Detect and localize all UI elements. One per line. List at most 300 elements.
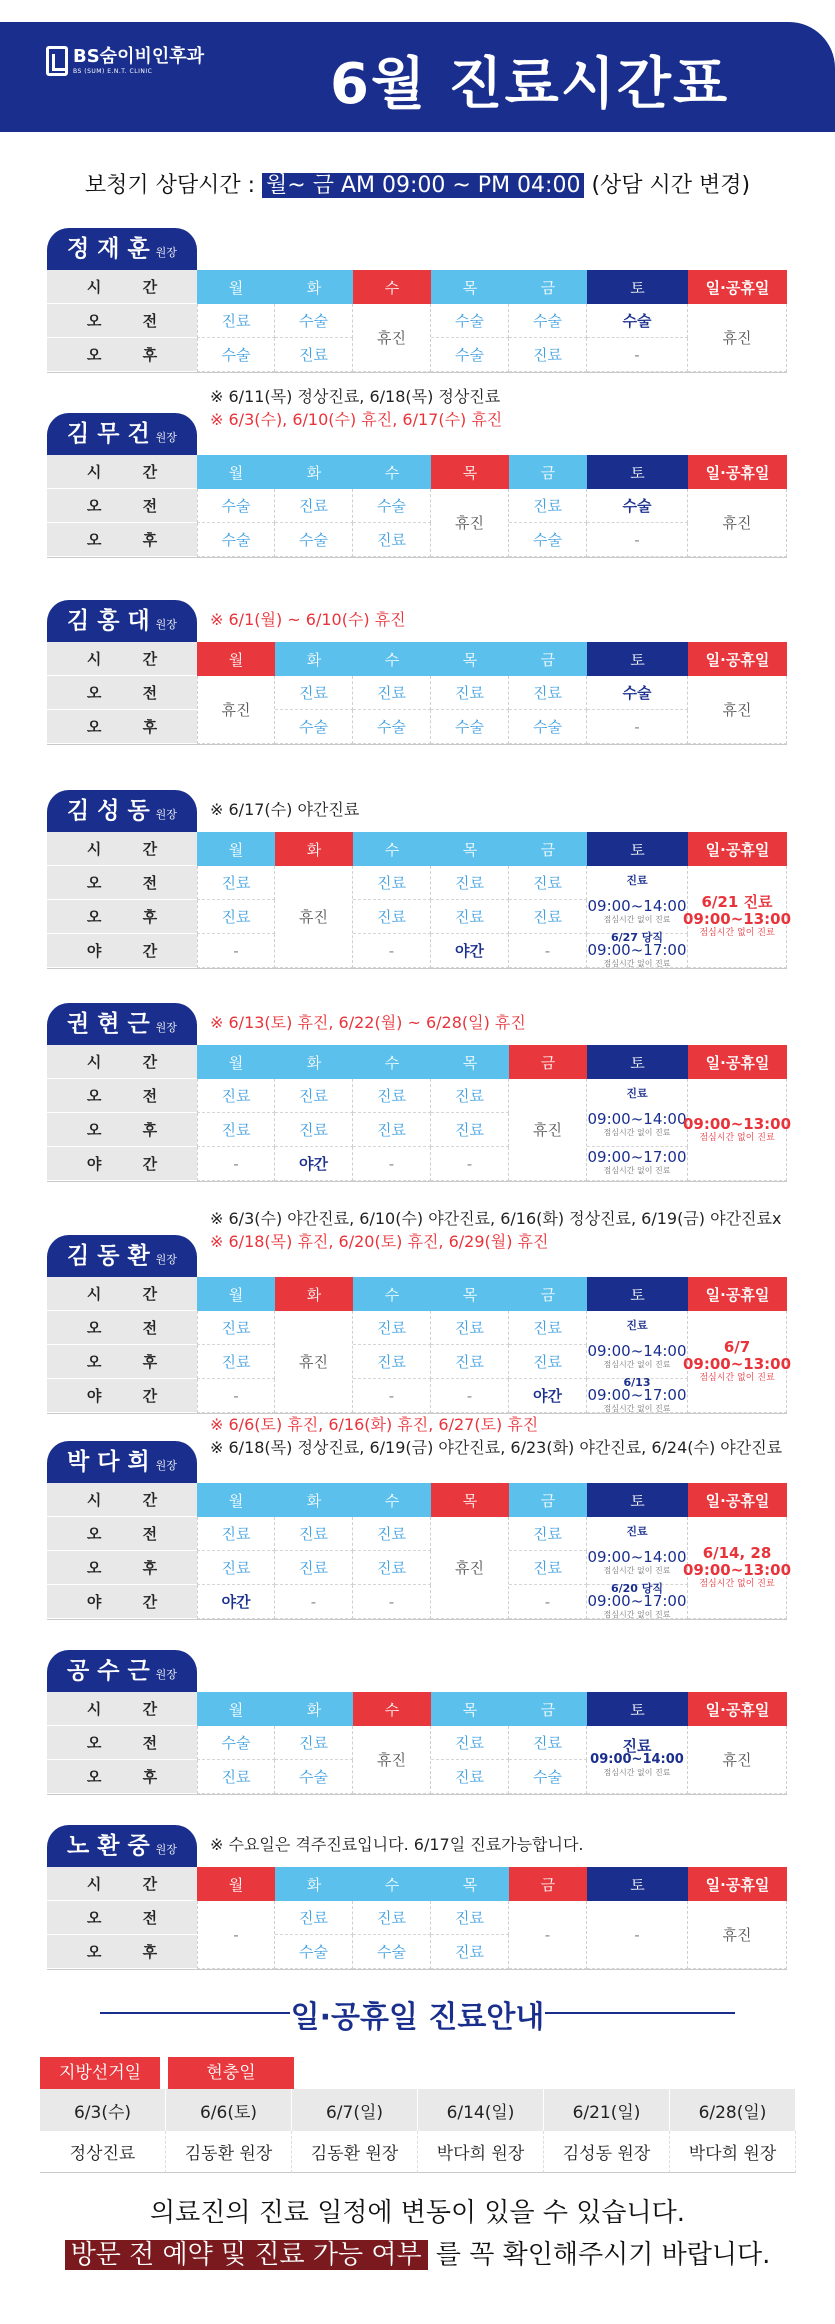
day-header: 목 xyxy=(431,270,509,304)
sat-time: 09:00~17:00 xyxy=(587,1386,687,1404)
day-header: 목 xyxy=(431,1867,509,1901)
schedule-cell: 야간 xyxy=(509,1379,587,1413)
sat-label: 진료 xyxy=(626,873,648,887)
schedule-cell: 수술 xyxy=(587,489,688,523)
merged-cell: - xyxy=(509,1901,587,1969)
schedule-cell: - xyxy=(353,1147,431,1181)
schedule-cell: 수술 xyxy=(431,338,509,372)
clinic-logo xyxy=(46,42,204,76)
sat-note: 점심시간 없이 진료 xyxy=(603,1127,671,1137)
holiday-table xyxy=(40,2089,796,2173)
sat-time: 09:00~14:00 xyxy=(587,1341,687,1360)
schedule-cell: 진료 xyxy=(197,1345,275,1379)
title-suffix: 원장 xyxy=(155,808,177,821)
schedule-cell: 수술 xyxy=(431,710,509,744)
day-header: 토 xyxy=(587,1692,688,1726)
schedule-cell: 진료 xyxy=(353,1551,431,1585)
sat-note: 점심시간 없이 진료 xyxy=(603,1359,671,1369)
row-label-pm: 오 후 xyxy=(47,1345,197,1379)
sat-label: 6/13 xyxy=(623,1376,651,1389)
row-label-pm: 오 후 xyxy=(47,710,197,744)
day-header: 월 xyxy=(197,832,275,866)
saturday-am xyxy=(587,1311,688,1379)
row-label-am: 오 전 xyxy=(47,1726,197,1760)
holiday-date: 6/3(수) xyxy=(40,2089,166,2131)
schedule-cell: 진료 xyxy=(353,866,431,900)
merged-cell: 휴진 xyxy=(275,866,353,968)
footer-tail: 를 꼭 확인해주시기 바랍니다. xyxy=(427,2240,771,2270)
day-header: 목 xyxy=(431,642,509,676)
schedule-cell: 진료 xyxy=(431,1726,509,1760)
sat-label: 6/27 당직 xyxy=(610,931,664,944)
schedule-cell: 수술 xyxy=(275,304,353,338)
sat-time: 09:00~17:00 xyxy=(587,1147,687,1166)
badge-memorial: 현충일 xyxy=(168,2057,294,2089)
saturday-am xyxy=(587,866,688,934)
sun-note: 점심시간 없이 진료 xyxy=(699,928,775,938)
day-header: 금 xyxy=(509,1483,587,1517)
row-label-pm: 오 후 xyxy=(47,1113,197,1147)
schedule-cell: 진료 xyxy=(275,338,353,372)
day-header: 일·공휴일 xyxy=(688,1483,787,1517)
schedule-cell: 진료 xyxy=(431,900,509,934)
day-header: 수 xyxy=(353,1483,431,1517)
day-header: 금 xyxy=(509,1692,587,1726)
doctor-name-tab xyxy=(47,790,197,832)
schedule-cell: 진료 xyxy=(197,304,275,338)
day-header: 일·공휴일 xyxy=(688,1045,787,1079)
day-header: 일·공휴일 xyxy=(688,455,787,489)
merged-cell: 휴진 xyxy=(197,676,275,744)
schedule-cell: 야간 xyxy=(197,1585,275,1619)
schedule-cell: 진료 xyxy=(275,489,353,523)
sun-label: 6/14, 28 xyxy=(702,1544,772,1562)
schedule-cell: 수술 xyxy=(509,523,587,557)
row-label-time: 시 간 xyxy=(47,1277,197,1311)
day-header: 일·공휴일 xyxy=(688,832,787,866)
schedule-cell: 수술 xyxy=(353,489,431,523)
row-label-pm: 오 후 xyxy=(47,1935,197,1969)
schedule-table xyxy=(47,1692,787,1795)
row-label-am: 오 전 xyxy=(47,1517,197,1551)
schedule-cell: - xyxy=(353,1585,431,1619)
merged-cell: 휴진 xyxy=(431,489,509,557)
day-header: 금 xyxy=(509,455,587,489)
sunday-cell xyxy=(682,1079,792,1181)
day-header: 월 xyxy=(197,455,275,489)
row-label-am: 오 전 xyxy=(47,1079,197,1113)
sun-time: 09:00~13:00 xyxy=(682,1114,792,1133)
schedule-cell: 진료 xyxy=(353,676,431,710)
sat-time: 09:00~17:00 xyxy=(587,1592,687,1610)
schedule-cell: 진료 xyxy=(431,1345,509,1379)
day-header: 목 xyxy=(431,1045,509,1079)
schedule-note: ※ 수요일은 격주진료입니다. 6/17일 진료가능합니다. xyxy=(210,1835,584,1854)
schedule-note: ※ 6/17(수) 야간진료 xyxy=(210,800,360,819)
saturday-late xyxy=(587,1147,688,1181)
doctor-name-tab xyxy=(47,1825,197,1867)
day-header: 화 xyxy=(275,270,353,304)
row-label-am: 오 전 xyxy=(47,489,197,523)
merged-cell: 휴진 xyxy=(688,489,787,557)
title-suffix: 원장 xyxy=(155,431,177,444)
merged-cell: - xyxy=(587,1901,688,1969)
schedule-cell: 수술 xyxy=(353,710,431,744)
sat-label: 진료 xyxy=(622,1737,652,1755)
merged-cell: 휴진 xyxy=(353,304,431,372)
sun-note: 점심시간 없이 진료 xyxy=(699,1373,775,1383)
schedule-cell: 진료 xyxy=(509,676,587,710)
sat-label: 진료 xyxy=(626,1318,648,1332)
row-label-time: 시 간 xyxy=(47,455,197,489)
doctor-name-tab xyxy=(47,600,197,642)
row-label-pm: 오 후 xyxy=(47,338,197,372)
saturday-late xyxy=(587,1582,688,1619)
schedule-table xyxy=(47,832,792,969)
schedule-table xyxy=(47,642,787,745)
hours-prefix: 보청기 상담시간 : xyxy=(84,173,263,198)
sat-time: 09:00~14:00 xyxy=(587,1109,687,1128)
schedule-cell: 수술 xyxy=(509,304,587,338)
schedule-table xyxy=(47,455,787,558)
schedule-cell: 진료 xyxy=(353,900,431,934)
day-header: 월 xyxy=(197,642,275,676)
schedule-cell: - xyxy=(197,1379,275,1413)
row-label-time: 시 간 xyxy=(47,1483,197,1517)
row-label-time: 시 간 xyxy=(47,1045,197,1079)
row-label-time: 시 간 xyxy=(47,1867,197,1901)
day-header: 금 xyxy=(509,1867,587,1901)
sun-time: 09:00~13:00 xyxy=(682,1561,792,1579)
schedule-cell: 수술 xyxy=(509,710,587,744)
day-header: 수 xyxy=(353,1277,431,1311)
holiday-date: 6/6(토) xyxy=(166,2089,292,2131)
merged-cell: 휴진 xyxy=(688,1901,787,1969)
saturday-am xyxy=(587,1517,688,1585)
schedule-cell: 수술 xyxy=(587,676,688,710)
sat-note: 점심시간 없이 진료 xyxy=(603,959,671,968)
schedule-cell: - xyxy=(275,1585,353,1619)
day-header: 수 xyxy=(353,1692,431,1726)
holiday-doctor: 박다희 원장 xyxy=(418,2131,544,2173)
schedule-cell: 진료 xyxy=(431,1935,509,1969)
schedule-cell: 진료 xyxy=(275,1726,353,1760)
row-label-night: 야 간 xyxy=(47,1147,197,1181)
schedule-cell: 진료 xyxy=(197,1311,275,1345)
title-suffix: 원장 xyxy=(155,1459,177,1472)
schedule-cell: 진료 xyxy=(509,1551,587,1585)
sun-time: 09:00~13:00 xyxy=(682,910,792,928)
schedule-cell: 진료 xyxy=(431,1113,509,1147)
schedule-note: ※ 6/1(월) ~ 6/10(수) 휴진 xyxy=(210,610,406,629)
row-label-pm: 오 후 xyxy=(47,523,197,557)
page-title: 6월 진료시간표 xyxy=(330,52,730,117)
schedule-cell: 진료 xyxy=(431,1079,509,1113)
schedule-cell: 진료 xyxy=(275,1551,353,1585)
schedule-cell: 진료 xyxy=(275,676,353,710)
day-header: 화 xyxy=(275,455,353,489)
merged-cell: 휴진 xyxy=(431,1517,509,1619)
doctor-name: 노 환 중 xyxy=(67,1833,150,1859)
schedule-cell: 수술 xyxy=(275,1760,353,1794)
schedule-table xyxy=(47,1483,792,1620)
row-label-pm: 오 후 xyxy=(47,1760,197,1794)
saturday-late xyxy=(587,1376,688,1413)
day-header: 월 xyxy=(197,1277,275,1311)
doctor-name: 정 재 훈 xyxy=(67,236,150,262)
schedule-cell: - xyxy=(431,1147,509,1181)
doctor-name: 공 수 근 xyxy=(67,1658,150,1684)
doctor-name: 김 동 환 xyxy=(67,1243,150,1269)
schedule-cell: - xyxy=(353,1379,431,1413)
day-header: 토 xyxy=(587,455,688,489)
holiday-date: 6/21(일) xyxy=(544,2089,670,2131)
holiday-date: 6/14(일) xyxy=(418,2089,544,2131)
day-header: 일·공휴일 xyxy=(688,1867,787,1901)
sat-time: 09:00~14:00 xyxy=(587,1547,687,1566)
schedule-cell: 진료 xyxy=(197,1079,275,1113)
schedule-cell: 야간 xyxy=(431,934,509,968)
hours-suffix: (상담 시간 변경) xyxy=(584,173,751,198)
schedule-note: ※ 6/6(토) 휴진, 6/16(화) 휴진, 6/27(토) 휴진 xyxy=(210,1415,539,1434)
schedule-cell: 수술 xyxy=(275,523,353,557)
hearing-aid-hours xyxy=(0,168,835,199)
title-suffix: 원장 xyxy=(155,1021,177,1034)
schedule-cell: 수술 xyxy=(197,1726,275,1760)
saturday-am xyxy=(587,1079,688,1147)
day-header: 토 xyxy=(587,1277,688,1311)
schedule-cell: 진료 xyxy=(353,1901,431,1935)
saturday-cell xyxy=(587,1726,688,1794)
schedule-cell: 진료 xyxy=(197,866,275,900)
day-header: 토 xyxy=(587,1867,688,1901)
doctor-name: 김 무 건 xyxy=(67,421,150,447)
sun-label: 6/7 xyxy=(723,1338,751,1356)
holiday-doctor: 김동환 원장 xyxy=(166,2131,292,2173)
day-header: 수 xyxy=(353,1867,431,1901)
row-label-pm: 오 후 xyxy=(47,1551,197,1585)
day-header: 화 xyxy=(275,832,353,866)
row-label-night: 야 간 xyxy=(47,934,197,968)
holiday-date: 6/28(일) xyxy=(670,2089,796,2131)
doctor-name-tab xyxy=(47,1650,197,1692)
doctor-name-tab xyxy=(47,1441,197,1483)
day-header: 일·공휴일 xyxy=(688,270,787,304)
title-suffix: 원장 xyxy=(155,1843,177,1856)
day-header: 수 xyxy=(353,455,431,489)
day-header: 일·공휴일 xyxy=(688,1692,787,1726)
doctor-name: 김 홍 대 xyxy=(67,608,150,634)
merged-cell: 휴진 xyxy=(688,1726,787,1794)
day-header: 수 xyxy=(353,642,431,676)
doctor-name: 박 다 희 xyxy=(67,1449,150,1475)
sun-note: 점심시간 없이 진료 xyxy=(699,1579,775,1589)
day-header: 토 xyxy=(587,1045,688,1079)
day-header: 목 xyxy=(431,1483,509,1517)
schedule-cell: 진료 xyxy=(509,900,587,934)
day-header: 토 xyxy=(587,642,688,676)
day-header: 일·공휴일 xyxy=(688,1277,787,1311)
schedule-table xyxy=(47,1045,792,1182)
holiday-doctor: 박다희 원장 xyxy=(670,2131,796,2173)
schedule-cell: 진료 xyxy=(353,1113,431,1147)
schedule-cell: 진료 xyxy=(509,1345,587,1379)
day-header: 화 xyxy=(275,642,353,676)
holiday-doctor: 정상진료 xyxy=(40,2131,166,2173)
day-header: 목 xyxy=(431,1277,509,1311)
schedule-cell: 진료 xyxy=(431,1311,509,1345)
schedule-note: ※ 6/11(목) 정상진료, 6/18(목) 정상진료 xyxy=(210,387,501,406)
day-header: 월 xyxy=(197,270,275,304)
title-suffix: 원장 xyxy=(155,1668,177,1681)
row-label-am: 오 전 xyxy=(47,866,197,900)
schedule-cell: 수술 xyxy=(353,1935,431,1969)
schedule-cell: 수술 xyxy=(275,710,353,744)
schedule-cell: 진료 xyxy=(431,1760,509,1794)
merged-cell: 휴진 xyxy=(509,1079,587,1181)
footer-reminder xyxy=(0,2234,835,2271)
doctor-name: 김 성 동 xyxy=(67,798,150,824)
schedule-cell: 진료 xyxy=(197,1551,275,1585)
holiday-title: 일·공휴일 진료안내 xyxy=(290,2000,545,2035)
schedule-cell: - xyxy=(353,934,431,968)
doctor-name-tab xyxy=(47,413,197,455)
schedule-cell: 진료 xyxy=(509,1517,587,1551)
day-header: 수 xyxy=(353,832,431,866)
day-header: 월 xyxy=(197,1692,275,1726)
doctor-name-tab xyxy=(47,228,197,270)
sat-label: 진료 xyxy=(626,1086,648,1100)
schedule-cell: 진료 xyxy=(509,338,587,372)
schedule-cell: 진료 xyxy=(275,1079,353,1113)
schedule-note: ※ 6/18(목) 휴진, 6/20(토) 휴진, 6/29(월) 휴진 xyxy=(210,1232,549,1251)
row-label-am: 오 전 xyxy=(47,304,197,338)
title-suffix: 원장 xyxy=(155,1253,177,1266)
schedule-cell: 수술 xyxy=(431,304,509,338)
schedule-cell: 수술 xyxy=(587,304,688,338)
schedule-table xyxy=(47,270,787,373)
badge-election: 지방선거일 xyxy=(40,2057,160,2089)
schedule-cell: 진료 xyxy=(197,1760,275,1794)
schedule-cell: - xyxy=(197,1147,275,1181)
sat-note: 점심시간 없이 진료 xyxy=(603,1610,671,1619)
day-header: 목 xyxy=(431,455,509,489)
schedule-note: ※ 6/18(목) 정상진료, 6/19(금) 야간진료, 6/23(화) 야간진료, 6/24(수) 야간진료 xyxy=(210,1438,783,1457)
footer-notice: 의료진의 진료 일정에 변동이 있을 수 있습니다. xyxy=(149,2198,686,2228)
merged-cell: 휴진 xyxy=(275,1311,353,1413)
day-header: 화 xyxy=(275,1045,353,1079)
merged-cell: 휴진 xyxy=(688,676,787,744)
schedule-cell: 진료 xyxy=(509,1311,587,1345)
schedule-cell: 진료 xyxy=(431,866,509,900)
day-header: 금 xyxy=(509,642,587,676)
row-label-am: 오 전 xyxy=(47,1311,197,1345)
sunday-cell xyxy=(682,1517,792,1619)
schedule-cell: 수술 xyxy=(197,338,275,372)
sat-note: 점심시간 없이 진료 xyxy=(603,914,671,924)
schedule-cell: 진료 xyxy=(353,1517,431,1551)
day-header: 수 xyxy=(353,1045,431,1079)
schedule-cell: 수술 xyxy=(509,1760,587,1794)
day-header: 화 xyxy=(275,1867,353,1901)
schedule-cell: - xyxy=(509,934,587,968)
merged-cell: 휴진 xyxy=(688,304,787,372)
logo-name: BS숨이비인후과 xyxy=(73,46,205,67)
hours-highlight: 월~ 금 AM 09:00 ~ PM 04:00 xyxy=(262,173,584,198)
schedule-cell: 진료 xyxy=(197,900,275,934)
schedule-note: ※ 6/13(토) 휴진, 6/22(월) ~ 6/28(일) 휴진 xyxy=(210,1013,526,1032)
day-header: 목 xyxy=(431,1692,509,1726)
sun-label: 6/21 진료 xyxy=(701,893,773,911)
schedule-cell: - xyxy=(587,710,688,744)
sat-time: 09:00~14:00 xyxy=(587,896,687,915)
sat-note: 점심시간 없이 진료 xyxy=(603,1565,671,1575)
day-header: 월 xyxy=(197,1867,275,1901)
schedule-cell: - xyxy=(431,1379,509,1413)
schedule-cell: 진료 xyxy=(431,1901,509,1935)
schedule-cell: 진료 xyxy=(509,866,587,900)
holiday-date: 6/7(일) xyxy=(292,2089,418,2131)
footer-highlight: 방문 전 예약 및 진료 가능 여부 xyxy=(65,2240,428,2270)
sun-time: 09:00~13:00 xyxy=(682,1355,792,1373)
holiday-doctor: 김성동 원장 xyxy=(544,2131,670,2173)
schedule-note: ※ 6/3(수) 야간진료, 6/10(수) 야간진료, 6/16(화) 정상진료, 6/19(금) 야간진료x xyxy=(210,1209,782,1228)
schedule-cell: 수술 xyxy=(197,523,275,557)
logo-subtitle: BS (SUM) E.N.T. CLINIC xyxy=(73,68,153,75)
doctor-name-tab xyxy=(47,1003,197,1045)
schedule-cell: - xyxy=(587,338,688,372)
sat-note: 점심시간 없이 진료 xyxy=(603,1768,671,1777)
schedule-cell: - xyxy=(587,523,688,557)
schedule-table xyxy=(47,1277,792,1414)
schedule-cell: 진료 xyxy=(197,1113,275,1147)
day-header: 화 xyxy=(275,1277,353,1311)
schedule-cell: 진료 xyxy=(353,1311,431,1345)
title-suffix: 원장 xyxy=(155,618,177,631)
saturday-late xyxy=(587,931,688,968)
row-label-night: 야 간 xyxy=(47,1585,197,1619)
day-header: 목 xyxy=(431,832,509,866)
day-header: 수 xyxy=(353,270,431,304)
day-header: 토 xyxy=(587,270,688,304)
schedule-note: ※ 6/3(수), 6/10(수) 휴진, 6/17(수) 휴진 xyxy=(210,410,503,429)
title-suffix: 원장 xyxy=(155,246,177,259)
row-label-time: 시 간 xyxy=(47,832,197,866)
sunday-cell xyxy=(682,866,792,968)
row-label-night: 야 간 xyxy=(47,1379,197,1413)
day-header: 일·공휴일 xyxy=(688,642,787,676)
row-label-am: 오 전 xyxy=(47,1901,197,1935)
sat-note: 점심시간 없이 진료 xyxy=(603,1404,671,1413)
day-header: 월 xyxy=(197,1045,275,1079)
row-label-pm: 오 후 xyxy=(47,900,197,934)
schedule-cell: 진료 xyxy=(353,1345,431,1379)
sun-note: 점심시간 없이 진료 xyxy=(699,1132,775,1143)
merged-cell: - xyxy=(197,1901,275,1969)
schedule-cell: - xyxy=(197,934,275,968)
day-header: 금 xyxy=(509,1277,587,1311)
doctor-name-tab xyxy=(47,1235,197,1277)
day-header: 토 xyxy=(587,832,688,866)
schedule-cell: 진료 xyxy=(509,1726,587,1760)
schedule-table xyxy=(47,1867,787,1970)
day-header: 금 xyxy=(509,832,587,866)
day-header: 화 xyxy=(275,1692,353,1726)
day-header: 화 xyxy=(275,1483,353,1517)
sunday-cell xyxy=(682,1311,792,1413)
day-header: 월 xyxy=(197,1483,275,1517)
schedule-cell: 진료 xyxy=(275,1113,353,1147)
